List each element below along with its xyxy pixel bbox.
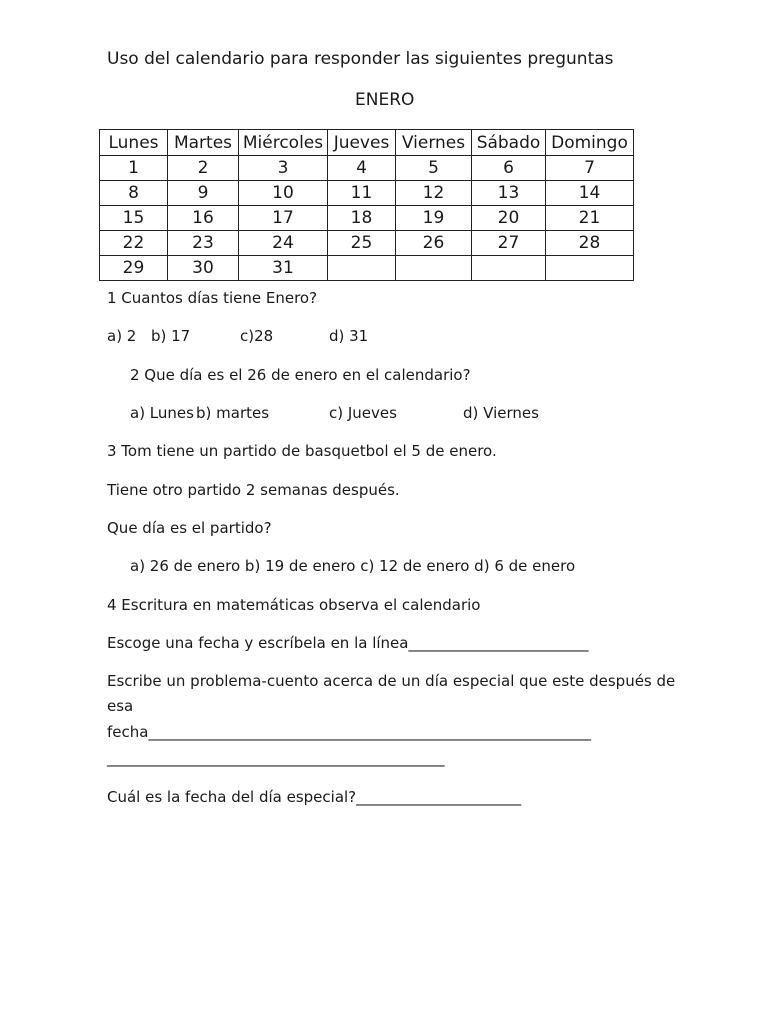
day-cell: 22 [100,231,168,256]
day-cell: 28 [546,231,634,256]
day-cell: 8 [100,181,168,206]
q2-option-a: a) Lunes [130,404,194,422]
day-cell: 17 [239,206,328,231]
question-4-line-1: Escoge una fecha y escríbela en la línea________________________ [107,634,589,652]
question-4-line-2: Escribe un problema-cuento acerca de un día especial que este después de [107,672,676,690]
day-cell: 24 [239,231,328,256]
day-cell: 25 [328,231,396,256]
day-cell: 21 [546,206,634,231]
calendar-week-row [100,231,634,256]
weekday-header: Martes [168,130,239,156]
calendar-week-row [100,206,634,231]
calendar-table [99,129,634,281]
day-cell: 9 [168,181,239,206]
day-cell: 7 [546,156,634,181]
day-cell: 27 [472,231,546,256]
weekday-header: Viernes [396,130,472,156]
day-cell: 31 [239,256,328,281]
q1-option-b: b) 17 [151,327,191,345]
q1-option-a: a) 2 [107,327,137,345]
day-cell: 29 [100,256,168,281]
day-cell: 4 [328,156,396,181]
day-cell: 2 [168,156,239,181]
instructions: Uso del calendario para responder las siguientes preguntas [107,49,614,69]
day-cell: 10 [239,181,328,206]
day-cell: 16 [168,206,239,231]
q3-options: a) 26 de enero b) 19 de enero c) 12 de enero d) 6 de enero [130,557,576,575]
weekday-header: Lunes [100,130,168,156]
question-3-line-2: Tiene otro partido 2 semanas después. [107,481,400,499]
day-cell: 13 [472,181,546,206]
day-cell: 14 [546,181,634,206]
day-cell: 15 [100,206,168,231]
day-cell: 1 [100,156,168,181]
day-cell: 30 [168,256,239,281]
q2-option-d: d) Viernes [463,404,539,422]
calendar-header-row [100,130,634,156]
day-cell [472,256,546,281]
question-3: Que día es el partido? [107,519,272,537]
question-4-line-3: esa [107,697,134,715]
question-2: 2 Que día es el 26 de enero en el calendario? [130,366,471,384]
day-cell: 6 [472,156,546,181]
month-title: ENERO [355,90,415,110]
question-4-line-5: _____________________________________________ [107,749,445,767]
question-4-title: 4 Escritura en matemáticas observa el calendario [107,596,481,614]
day-cell [396,256,472,281]
day-cell: 26 [396,231,472,256]
q2-option-c: c) Jueves [329,404,397,422]
question-4-line-4: fecha___________________________________________________________ [107,723,591,741]
day-cell: 20 [472,206,546,231]
weekday-header: Miércoles [239,130,328,156]
day-cell: 12 [396,181,472,206]
day-cell: 23 [168,231,239,256]
q2-option-b: b) martes [196,404,270,422]
day-cell: 11 [328,181,396,206]
q1-option-c: c)28 [240,327,274,345]
day-cell: 19 [396,206,472,231]
calendar-week-row [100,256,634,281]
q1-option-d: d) 31 [329,327,369,345]
weekday-header: Domingo [546,130,634,156]
calendar-week-row [100,181,634,206]
weekday-header: Jueves [328,130,396,156]
question-1: 1 Cuantos días tiene Enero? [107,289,318,307]
day-cell: 18 [328,206,396,231]
day-cell: 3 [239,156,328,181]
question-3-line-1: 3 Tom tiene un partido de basquetbol el 5 de enero. [107,442,497,460]
day-cell [546,256,634,281]
weekday-header: Sábado [472,130,546,156]
day-cell: 5 [396,156,472,181]
calendar-week-row [100,156,634,181]
day-cell [328,256,396,281]
question-4-line-6: Cuál es la fecha del día especial?______________________ [107,788,522,806]
